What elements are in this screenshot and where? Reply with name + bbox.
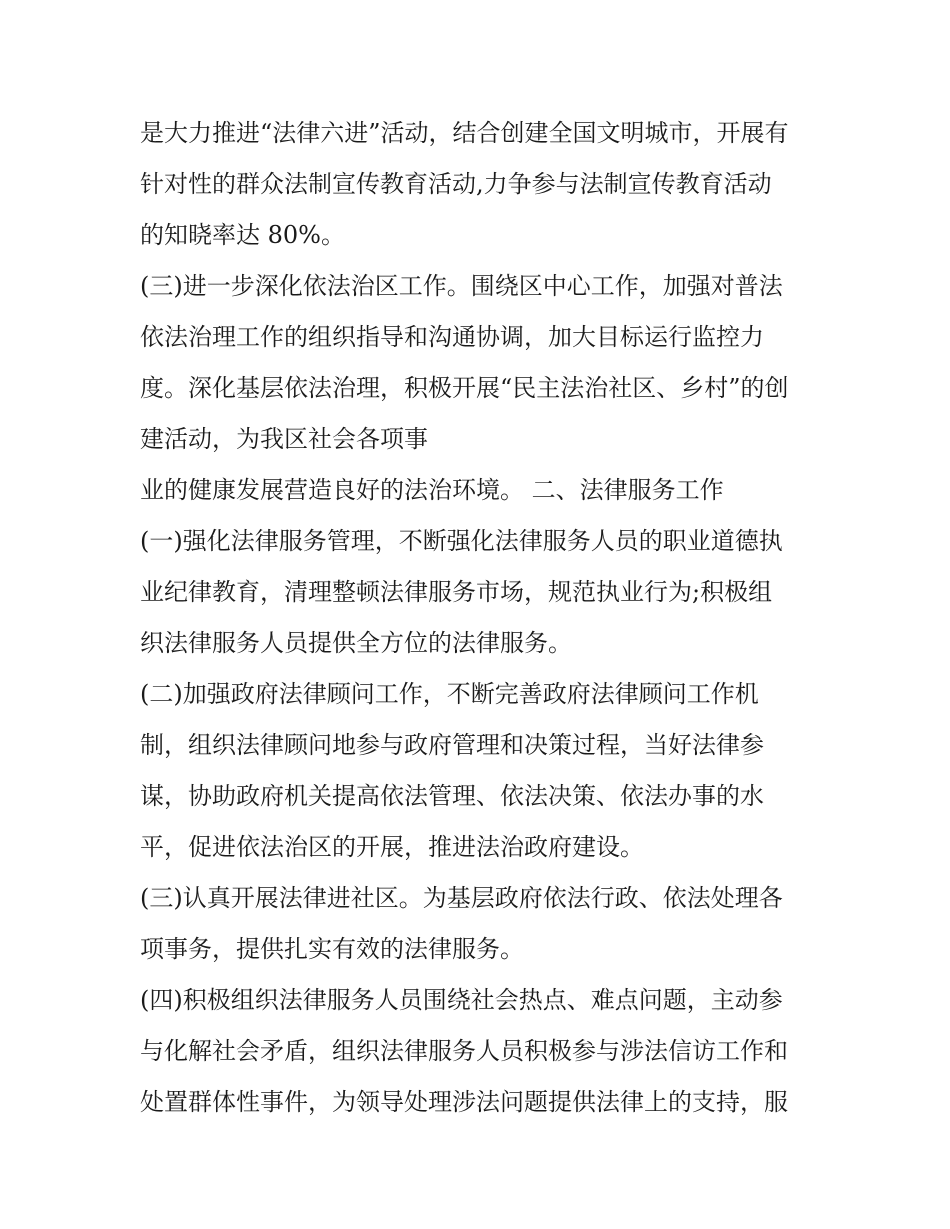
text-line: (二)加强政府法律顾问工作，不断完善政府法律顾问工作机 (140, 680, 759, 708)
text-line: 业纪律教育，清理整顿法律服务市场，规范执业行为;积极组 (140, 578, 773, 606)
text-line: 处置群体性事件，为领导处理涉法问题提供法律上的支持，服 (140, 1088, 788, 1116)
text-line: 建活动，为我区社会各项事 (140, 425, 428, 453)
text-line: 针对性的群众法制宣传教育活动,力争参与法制宣传教育活动 (140, 170, 772, 198)
text-line: 制，组织法律顾问地参与政府管理和决策过程，当好法律参 (140, 731, 764, 759)
text-line: 依法治理工作的组织指导和沟通协调，加大目标运行监控力 (140, 323, 764, 351)
text-line: 业的健康发展营造良好的法治环境。 二、法律服务工作 (140, 476, 724, 504)
text-line: 织法律服务人员提供全方位的法律服务。 (140, 629, 572, 657)
text-line: 与化解社会矛盾，组织法律服务人员积极参与涉法信访工作和 (140, 1037, 788, 1065)
text-line: 度。深化基层依法治理，积极开展“民主法治社区、乡村”的创 (140, 374, 789, 402)
text-line: 谋，协助政府机关提高依法管理、依法决策、依法办事的水 (140, 782, 764, 810)
text-line: (三)认真开展法律进社区。为基层政府依法行政、依法处理各 (140, 884, 783, 912)
document-body (140, 108, 830, 1128)
text-line: (一)强化法律服务管理，不断强化法律服务人员的职业道德执 (140, 527, 783, 555)
text-line: 平，促进依法治区的开展，推进法治政府建设。 (140, 833, 644, 861)
text-line: 的知晓率达 80%。 (140, 221, 345, 249)
text-line: 项事务，提供扎实有效的法律服务。 (140, 935, 524, 963)
text-line: (四)积极组织法律服务人员围绕社会热点、难点问题，主动参 (140, 986, 783, 1014)
text-line: (三)进一步深化依法治区工作。围绕区中心工作，加强对普法 (140, 272, 783, 300)
text-line: 是大力推进“法律六进”活动，结合创建全国文明城市，开展有 (140, 119, 789, 147)
